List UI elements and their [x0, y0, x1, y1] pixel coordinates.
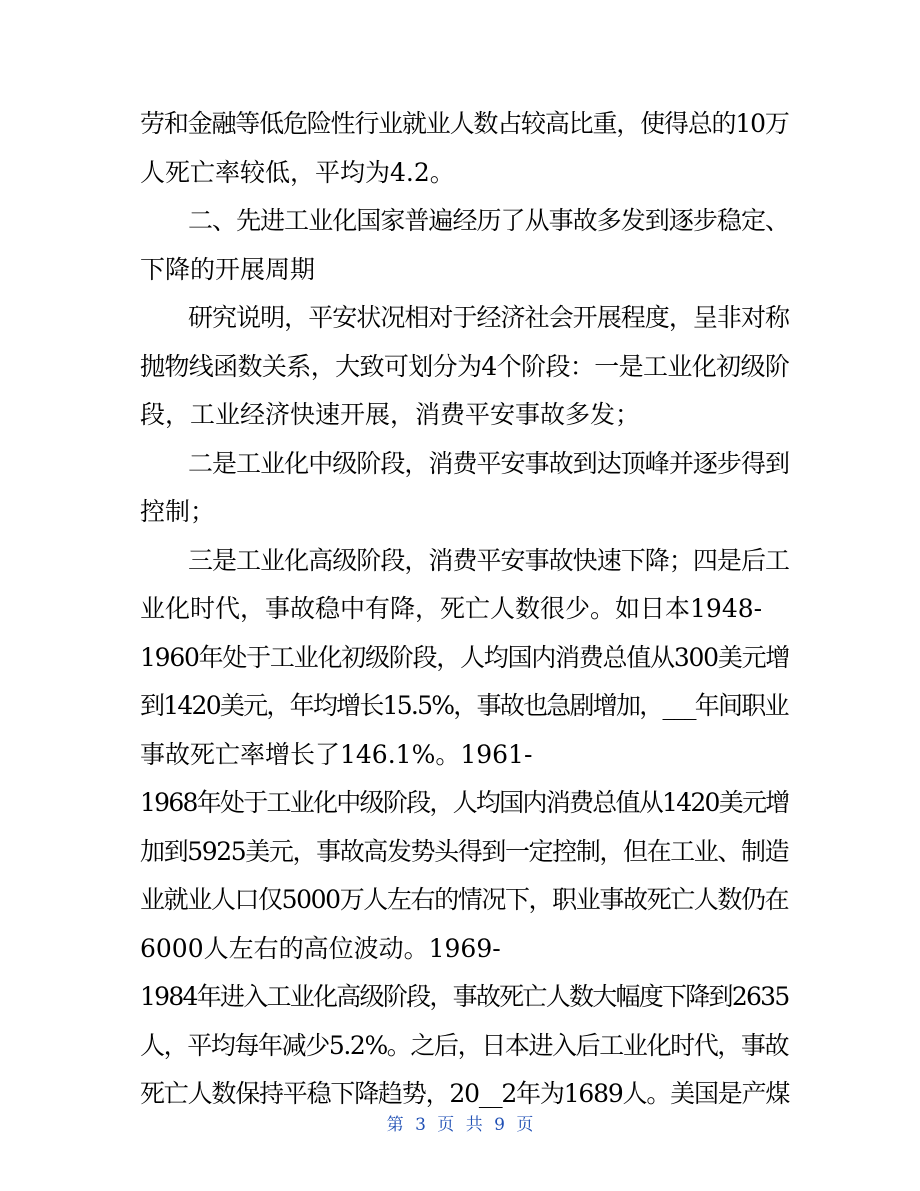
- text-line: 1960年处于工业化初级阶段，人均国内消费总值从300美元增: [140, 642, 790, 672]
- document-body: [140, 100, 790, 1119]
- text-line: 劳和金融等低危险性行业就业人数占较高比重，使得总的10万: [140, 109, 789, 138]
- text-line: 业化时代，事故稳中有降，死亡人数很少。如日本1948-: [140, 594, 763, 623]
- text-line: 段，工业经济快速开展，消费平安事故多发；: [140, 400, 641, 429]
- text-line: 加到5925美元，事故高发势头得到一定控制，但在工业、制造: [140, 836, 789, 866]
- text-line: 人死亡率较低，平均为4.2。: [140, 157, 455, 187]
- text-line: 抛物线函数关系，大致可划分为4个阶段：一是工业化初级阶: [140, 351, 790, 381]
- text-line: 事故死亡率增长了146.1%。1961-: [140, 739, 533, 769]
- text-line: 控制；: [140, 497, 216, 526]
- text-line: 二、先进工业化国家普遍经历了从事故多发到逐步稳定、: [188, 206, 790, 235]
- text-line: 死亡人数保持平稳下降趋势，20__2年为1689人。美国是产煤: [140, 1079, 790, 1108]
- text-line: 下降的开展周期: [140, 254, 316, 284]
- text-line: 三是工业化高级阶段，消费平安事故快速下降；四是后工: [188, 545, 790, 575]
- page-number-footer: 第 3 页 共 9 页: [386, 1115, 534, 1135]
- text-line: 到1420美元，年均增长15.5%，事故也急剧增加，___年间职业: [140, 691, 788, 720]
- text-line: 研究说明，平安状况相对于经济社会开展程度，呈非对称: [188, 303, 790, 332]
- text-line: 人，平均每年减少5.2%。之后，日本进入后工业化时代，事故: [140, 1030, 789, 1060]
- text-line: 二是工业化中级阶段，消费平安事故到达顶峰并逐步得到: [188, 448, 790, 478]
- text-line: 1984年进入工业化高级阶段，事故死亡人数大幅度下降到2635: [140, 982, 789, 1011]
- text-line: 1968年处于工业化中级阶段，人均国内消费总值从1420美元增: [140, 788, 789, 817]
- text-line: 6000人左右的高位波动。1969-: [140, 933, 501, 963]
- text-line: 业就业人口仅5000万人左右的情况下，职业事故死亡人数仍在: [140, 885, 789, 914]
